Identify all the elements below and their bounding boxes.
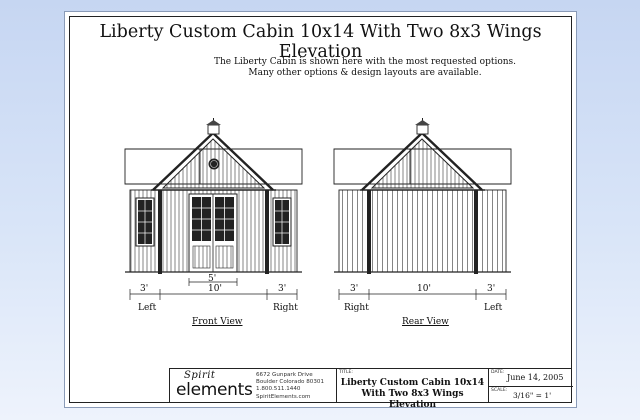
address-line: 6672 Gunpark Drive — [256, 372, 313, 378]
logo-spirit: Spirit — [184, 370, 216, 381]
rear-dim-right: 3' — [487, 284, 496, 294]
company-address — [256, 372, 324, 401]
front-left-window — [136, 198, 154, 246]
date-scale-cell — [489, 369, 573, 403]
rear-right-label: Left — [484, 303, 503, 313]
front-cupola — [208, 125, 219, 134]
front-right-label: Right — [273, 303, 298, 313]
title-cell — [337, 369, 489, 410]
rear-cupola — [417, 125, 428, 134]
logo-elements: elements — [176, 380, 253, 400]
front-round-window — [209, 159, 220, 170]
front-door-dim-label: 5' — [208, 274, 217, 284]
front-left-label: Left — [138, 303, 157, 313]
rear-main-wall — [369, 190, 476, 272]
website: SpiritElements.com — [256, 393, 311, 400]
address-line: Boulder Colorado 80301 — [256, 379, 325, 386]
front-double-doors — [189, 194, 237, 272]
rear-left-label: Right — [344, 303, 369, 313]
date-row — [489, 369, 573, 387]
rear-view-label: Rear View — [402, 317, 449, 327]
note-line-2: Many other options & design layouts are available. — [248, 68, 482, 78]
scale-value: 3/16" = 1' — [513, 391, 552, 400]
title-line-2: With Two 8x3 Wings Elevation — [361, 389, 464, 410]
date-value: June 14, 2005 — [507, 373, 564, 382]
scale-field-label: SCALE: — [491, 388, 508, 393]
front-dim-right: 3' — [278, 284, 287, 294]
front-right-window — [273, 198, 291, 246]
drawing-sheet — [64, 11, 577, 408]
front-dim-left: 3' — [140, 284, 149, 294]
front-elevation — [125, 118, 302, 300]
title-line-1: Liberty Custom Cabin 10x14 — [340, 378, 485, 388]
rear-dim-left: 3' — [350, 284, 359, 294]
front-dim-center: 10' — [208, 284, 222, 294]
title-block — [169, 368, 572, 410]
rear-left-wing-wall — [339, 190, 369, 272]
rear-dim-center: 10' — [417, 284, 431, 294]
rear-right-wing-wall — [476, 190, 506, 272]
phone: 1.800.511.1440 — [256, 386, 301, 393]
rear-elevation — [334, 118, 511, 300]
title-field-label: TITLE: — [339, 370, 353, 375]
front-view-label: Front View — [192, 317, 243, 327]
company-cell — [170, 369, 337, 403]
page-title: Liberty Custom Cabin 10x14 With Two 8x3 Wings Elevation — [99, 22, 542, 62]
date-field-label: DATE: — [491, 370, 505, 375]
note-line-1: The Liberty Cabin is shown here with the most requested options. — [213, 57, 517, 67]
title-block-title — [337, 378, 488, 411]
elevation-drawings — [65, 12, 578, 409]
